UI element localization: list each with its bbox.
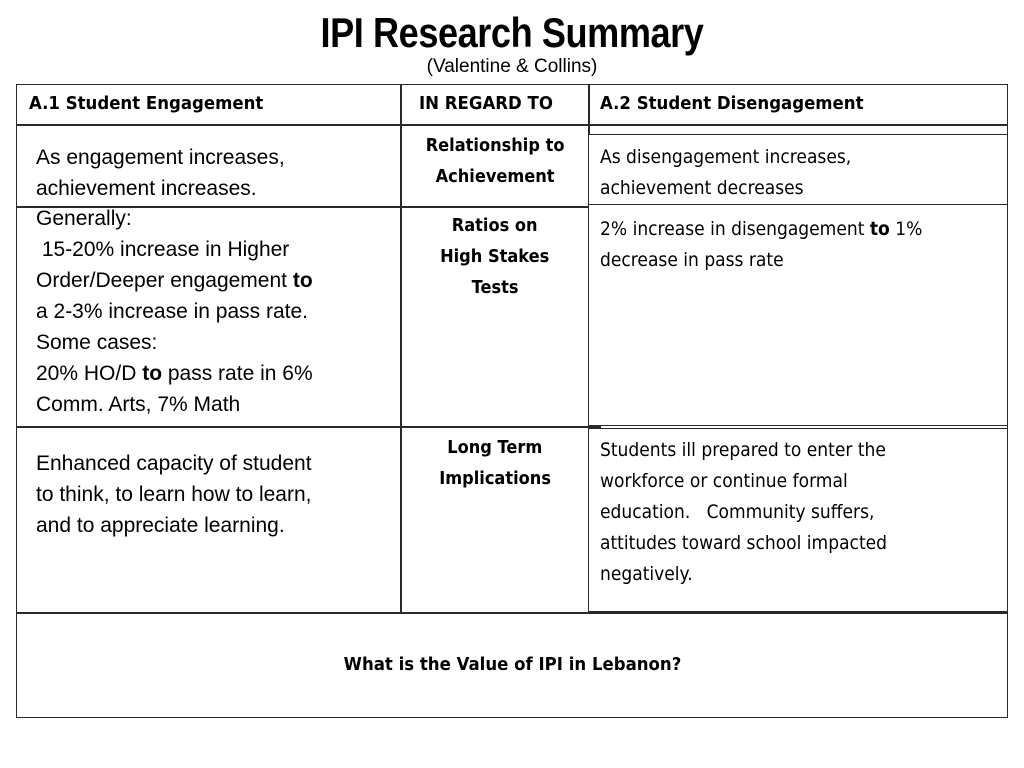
category-ratios-on-high-stakes-tests: Ratios on High Stakes Tests [440, 215, 550, 298]
header-student-engagement: A.1 Student Engagement [29, 93, 264, 114]
engagement-achievement-text: As engagement increases, achievement increases. [36, 146, 285, 200]
category-long-term-implications: Long Term Implications [439, 437, 551, 489]
page-title: IPI Research Summary [320, 9, 704, 56]
header-row-divider [16, 124, 1008, 126]
disengagement-achievement-text: As disengagement increases, achievement decreases [600, 146, 852, 199]
header-student-disengagement: A.2 Student Disengagement [600, 93, 864, 114]
right-cell-box-3-underline [588, 612, 1008, 614]
page-subtitle: (Valentine & Collins) [426, 56, 598, 77]
category-relationship-to-achievement: Relationship to Achievement [425, 135, 565, 187]
disengagement-pass-rate-text: 2% increase in disengagement to 1% decrease in pass rate [600, 218, 923, 271]
engagement-pass-rate-text: Generally: 15-20% increase in Higher Order/Deeper engagement to a 2-3% increase in pass rate. Some cases: 20% HO/D to pass rate in 6% Comm. Arts, 7% Math [36, 207, 313, 416]
header-in-regard-to: IN REGARD TO [419, 93, 553, 114]
lebanon-question: What is the Value of IPI in Lebanon? [343, 654, 681, 675]
engagement-long-term-text: Enhanced capacity of student to think, to learn how to learn, and to appreciate learning. [36, 452, 312, 537]
disengagement-long-term-text: Students ill prepared to enter the workforce or continue formal education. Community suffers, attitudes toward school impacted negatively. [600, 439, 888, 585]
row-divider-2 [16, 426, 601, 428]
